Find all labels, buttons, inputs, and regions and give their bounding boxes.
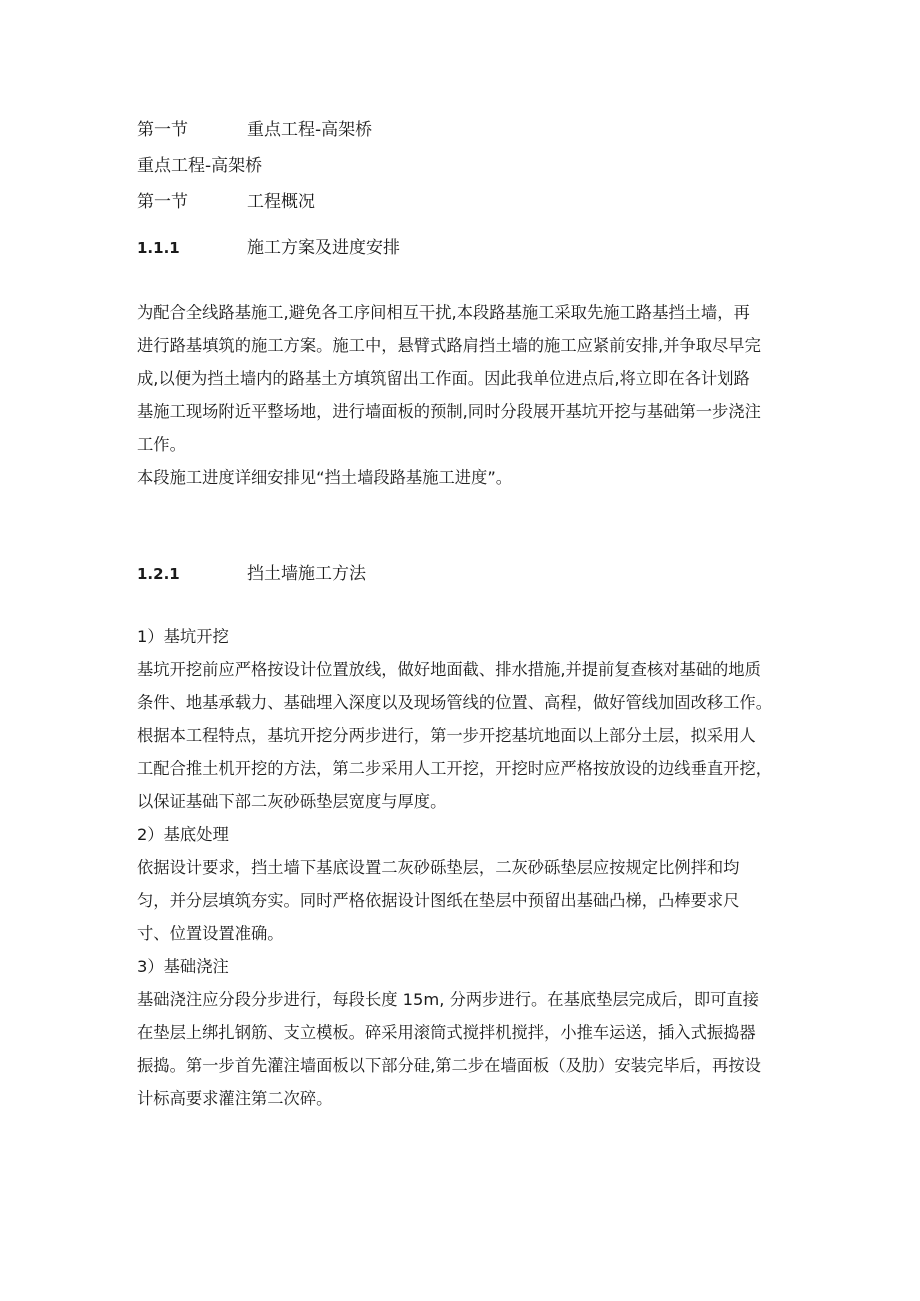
paragraph-line: 以保证基础下部二灰砂砾垫层宽度与厚度。 xyxy=(137,792,447,811)
subsection-number: 1.2.1 xyxy=(137,565,180,583)
chapter-title-text: 重点工程-高架桥 xyxy=(137,156,263,176)
section-heading-1 xyxy=(137,118,372,142)
paragraph-line: 条件、地基承载力、基础埋入深度以及现场管线的位置、高程，做好管线加固改移工作。 xyxy=(137,693,772,712)
subsection-heading-1-1-1 xyxy=(137,236,400,260)
item-title-base-treatment: 2）基底处理 xyxy=(137,825,229,844)
paragraph-line: 基坑开挖前应严格按设计位置放线，做好地面截、排水措施,并提前复查核对基础的地质 xyxy=(137,660,761,679)
subsection-number: 1.1.1 xyxy=(137,239,180,257)
subsection-title: 挡土墙施工方法 xyxy=(247,564,366,584)
section-heading-2 xyxy=(137,190,315,214)
item-title-excavation: 1）基坑开挖 xyxy=(137,627,229,646)
paragraph-line: 匀，并分层填筑夯实。同时严格依据设计图纸在垫层中预留出基础凸梯，凸棒要求尺 xyxy=(137,891,740,910)
paragraph-line: 振捣。第一步首先灌注墙面板以下部分硅,第二步在墙面板（及肋）安装完毕后，再按设 xyxy=(137,1056,761,1075)
paragraph-line: 寸、位置设置准确。 xyxy=(137,924,284,943)
paragraph-line: 工配合推土机开挖的方法，第二步采用人工开挖，开挖时应严格按放设的边线垂直开挖， xyxy=(137,759,772,778)
subsection-heading-1-2-1 xyxy=(137,562,366,586)
paragraph-line: 成,以便为挡土墙内的路基土方填筑留出工作面。因此我单位进点后,将立即在各计划路 xyxy=(137,369,750,388)
paragraph-line: 进行路基填筑的施工方案。施工中，悬臂式路肩挡土墙的施工应紧前安排,并争取尽早完 xyxy=(137,336,761,355)
paragraph-line: 基础浇注应分段分步进行，每段长度 15m, 分两步进行。在基底垫层完成后，即可直接 xyxy=(137,990,759,1009)
item-title-foundation-pouring: 3）基础浇注 xyxy=(137,957,229,976)
method-content xyxy=(137,620,802,1115)
chapter-title xyxy=(137,154,262,178)
paragraph-line: 计标高要求灌注第二次碎。 xyxy=(137,1089,333,1108)
paragraph-plan xyxy=(137,296,802,494)
section-number: 第一节 xyxy=(137,120,188,140)
paragraph-line: 工作。 xyxy=(137,435,186,454)
paragraph-line: 为配合全线路基施工,避免各工序间相互干扰,本段路基施工采取先施工路基挡土墙，再 xyxy=(137,303,750,322)
paragraph-line: 本段施工进度详细安排见“挡土墙段路基施工进度”。 xyxy=(137,468,513,487)
section-title: 重点工程-高架桥 xyxy=(247,120,373,140)
section-title: 工程概况 xyxy=(247,192,315,212)
section-number: 第一节 xyxy=(137,192,188,212)
subsection-title: 施工方案及进度安排 xyxy=(247,238,400,258)
paragraph-line: 依据设计要求，挡土墙下基底设置二灰砂砾垫层，二灰砂砾垫层应按规定比例拌和均 xyxy=(137,858,740,877)
paragraph-line: 基施工现场附近平整场地，进行墙面板的预制,同时分段展开基坑开挖与基础第一步浇注 xyxy=(137,402,761,421)
paragraph-line: 根据本工程特点，基坑开挖分两步进行，第一步开挖基坑地面以上部分土层，拟采用人 xyxy=(137,726,756,745)
paragraph-line: 在垫层上绑扎钢筋、支立模板。碎采用滚筒式搅拌机搅拌，小推车运送，插入式振捣器 xyxy=(137,1023,756,1042)
